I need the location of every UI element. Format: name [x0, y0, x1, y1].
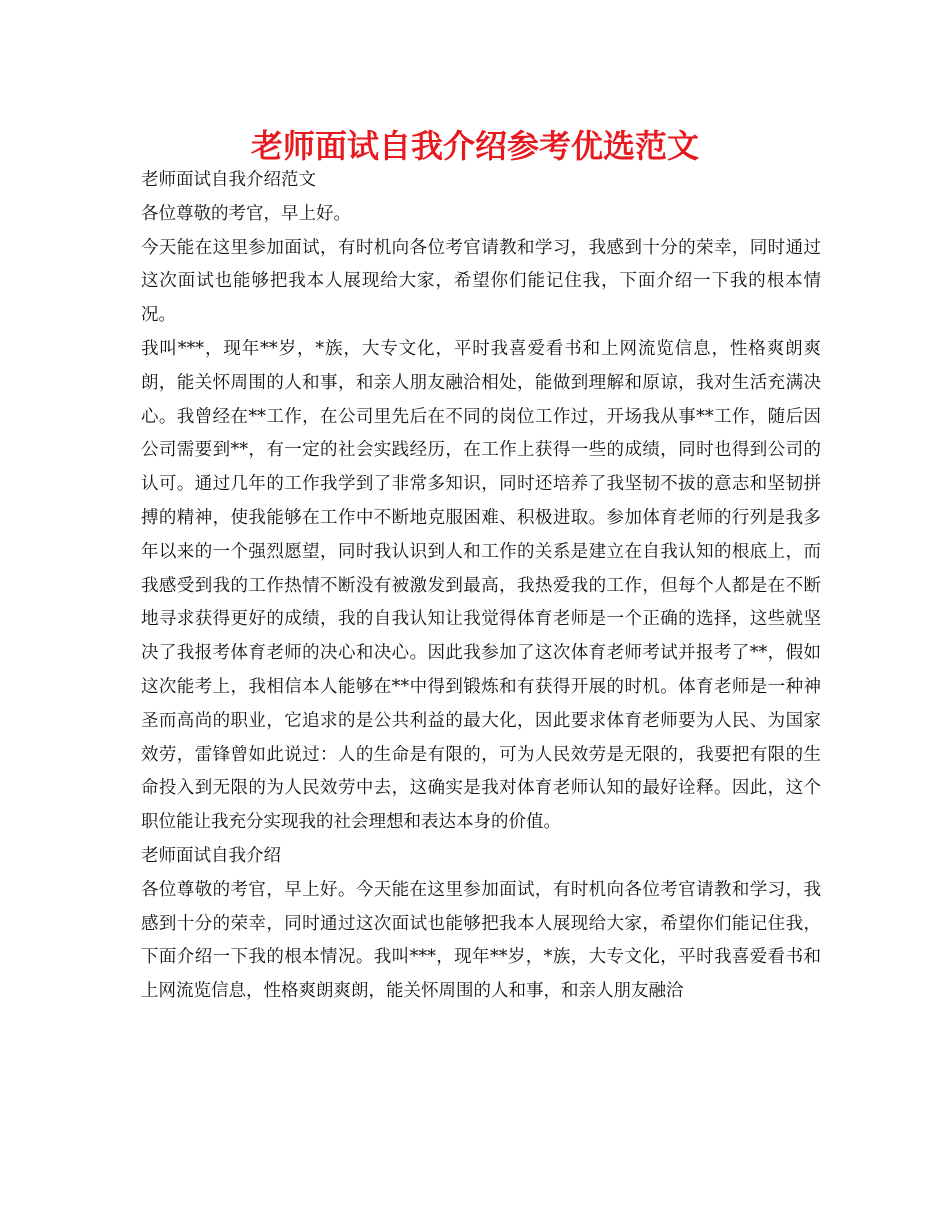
- section-heading-2: 老师面试自我介绍: [141, 845, 281, 866]
- intro-paragraph: 今天能在这里参加面试，有时机向各位考官请教和学习，我感到十分的荣幸，同时通过这次面试也能够把我本人展现给大家，希望你们能记住我，下面介绍一下我的根本情况。: [141, 237, 821, 326]
- section-heading-1: 老师面试自我介绍范文: [141, 170, 316, 190]
- main-paragraph: 我叫***，现年**岁，*族，大专文化，平时我喜爱看书和上网流览信息，性格爽朗爽朗，能关怀周围的人和事，和亲人朋友融洽相处，能做到理解和原谅，我对生活充满决心。我曾经在**工作，在公司里先后在不同的岗位工作过，开场我从事**工作，随后因公司需要到**，有一定的社会实践经历，在工作上获得一些的成绩，同时也得到公司的认可。通过几年的工作我学到了非常多知识，同时还培养了我坚韧不拔的意志和坚韧拼搏的精神，使我能够在工作中不断地克服困难、积极进取。参加体育老师的行列是我多年以来的一个强烈愿望，同时我认识到人和工作的关系是建立在自我认知的根底上，而我感受到我的工作热情不断没有被激发到最高，我热爱我的工作，但每个人都是在不断地寻求获得更好的成绩，我的自我认知让我觉得体育老师是一个正确的选择，这些就坚决了我报考体育老师的决心和决心。因此我参加了这次体育老师考试并报考了**，假如这次能考上，我相信本人能够在**中得到锻炼和有获得开展的时机。体育老师是一种神圣而高尚的职业，它追求的是公共利益的最大化，因此要求体育老师要为人民、为国家效劳，雷锋曾如此说过：人的生命是有限的，可为人民效劳是无限的，我要把有限的生命投入到无限的为人民效劳中去，这确实是我对体育老师认知的最好诠释。因此，这个职位能让我充分实现我的社会理想和表达本身的价值。: [141, 338, 821, 833]
- second-paragraph: 各位尊敬的考官，早上好。今天能在这里参加面试，有时机向各位考官请教和学习，我感到十分的荣幸，同时通过这次面试也能够把我本人展现给大家，希望你们能记住我，下面介绍一下我的根本情况。我叫***，现年**岁，*族，大专文化，平时我喜爱看书和上网流览信息，性格爽朗爽朗，能关怀周围的人和事，和亲人朋友融洽: [141, 879, 821, 1002]
- document-title: 老师面试自我介绍参考优选范文: [250, 127, 699, 165]
- document-body: [141, 164, 821, 1009]
- greeting-paragraph: 各位尊敬的考官，早上好。: [141, 203, 351, 224]
